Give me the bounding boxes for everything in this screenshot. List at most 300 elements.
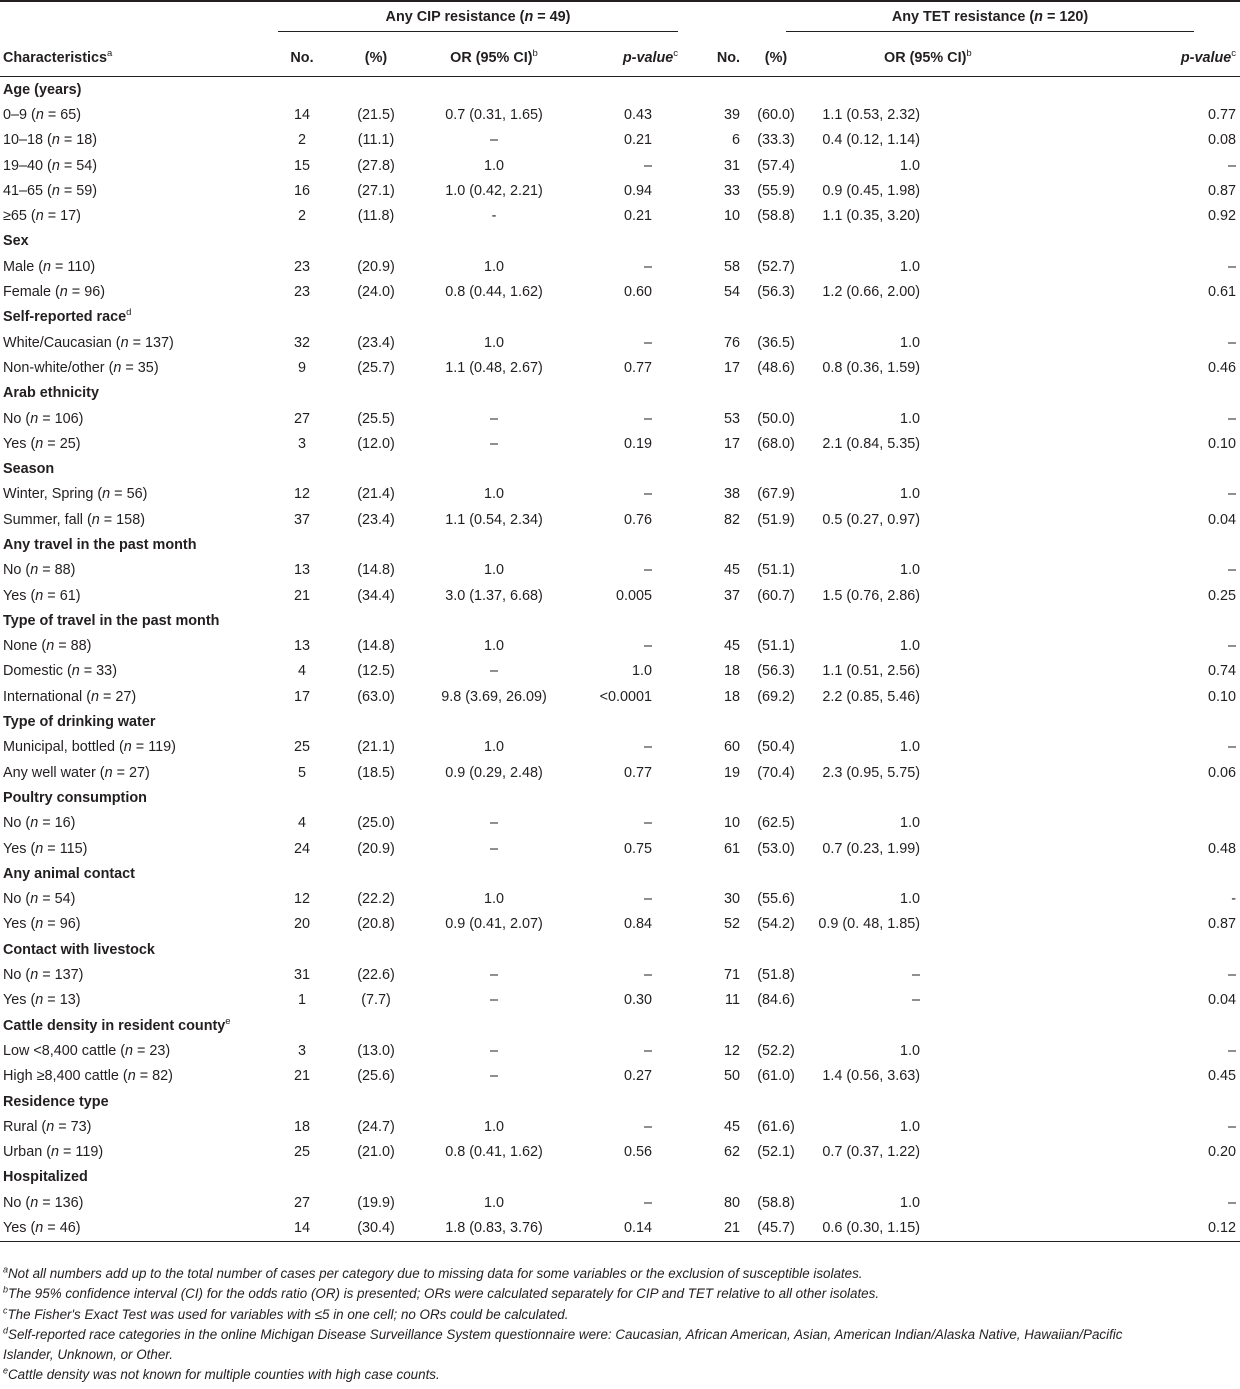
tet-p-value: 0.25 (1207, 587, 1236, 604)
cip-percent: (19.9) (357, 1194, 395, 1211)
spacer (920, 887, 1074, 912)
tet-group-underline: Any TET resistance (n = 120) (786, 9, 1194, 32)
tet-p-value: – (1227, 1194, 1236, 1211)
row-label: Domestic (n = 33) (3, 663, 117, 680)
cip-p-value: – (643, 410, 652, 427)
cip-percent: (14.8) (357, 638, 395, 655)
tet-count: 21 (684, 1215, 740, 1241)
cip-p-value: – (643, 1194, 652, 1211)
section-title: Hospitalized (3, 1169, 88, 1186)
cip-p-value: – (643, 815, 652, 832)
cip-odds-ratio: 3.0 (1.37, 6.68) (445, 587, 543, 604)
tet-percent: (52.7) (757, 258, 795, 275)
cip-odds-ratio: 1.0 (483, 1194, 504, 1211)
tet-count: 52 (723, 916, 740, 933)
row-label: Yes (n = 96) (3, 916, 81, 933)
cip-count: 14 (293, 106, 310, 123)
cip-p-value: 0.43 (623, 106, 652, 123)
tet-odds-ratio: 1.1 (0.51, 2.56) (822, 663, 920, 680)
tet-count: 37 (723, 587, 740, 604)
cip-odds-ratio: 1.0 (483, 739, 504, 756)
footnote-mark: d (3, 1325, 9, 1336)
spacer (920, 836, 1074, 861)
tet-odds-ratio: 2.2 (0.85, 5.46) (822, 688, 920, 705)
section-row (0, 77, 1240, 103)
spacer (920, 330, 1074, 355)
cip-p-value: 0.21 (623, 132, 652, 149)
table-row (0, 406, 1240, 431)
cip-odds-ratio: 1.1 (0.48, 2.67) (445, 359, 543, 376)
cip-p-value: 0.56 (623, 1144, 652, 1161)
cip-count: 32 (293, 334, 310, 351)
tet-count: 61 (723, 840, 740, 857)
spacer (920, 1114, 1074, 1139)
cip-odds-ratio: – (489, 1042, 498, 1059)
cip-p-value: 0.60 (623, 284, 652, 301)
spacer (920, 507, 1074, 532)
footnote-text: Cattle density was not known for multiple counties with high case counts. (8, 1367, 440, 1383)
table-row (0, 1139, 1240, 1164)
tet-odds-ratio: 1.0 (899, 739, 920, 756)
cip-p-value: 1.0 (631, 663, 652, 680)
cip-percent: (18.5) (357, 764, 395, 781)
row-label: No (n = 106) (3, 410, 84, 427)
section-row (0, 229, 1240, 254)
spacer (920, 406, 1074, 431)
tet-p-value: 0.04 (1207, 992, 1236, 1009)
col-header-cip-or: OR (95% CI)$^b$ (420, 39, 568, 77)
tet-count: 76 (723, 334, 740, 351)
tet-percent: (36.5) (757, 334, 795, 351)
cip-count: 16 (293, 182, 310, 199)
row-label: Summer, fall (n = 158) (3, 511, 145, 528)
footnote-mark: e (3, 1366, 9, 1377)
row-label: Yes (n = 46) (0, 1215, 272, 1241)
tet-percent: (53.0) (757, 840, 795, 857)
section-title: Any travel in the past month (3, 536, 197, 553)
section-row (0, 456, 1240, 481)
row-label: No (n = 136) (3, 1194, 84, 1211)
cip-count: 4 (297, 663, 306, 680)
table-row (0, 355, 1240, 380)
tet-count: 19 (723, 764, 740, 781)
section-row (0, 1165, 1240, 1190)
spacer (920, 482, 1074, 507)
cip-p-value: 0.21 (623, 208, 652, 225)
cip-count: 3 (297, 435, 306, 452)
table-row (0, 1114, 1240, 1139)
tet-percent: (51.1) (757, 638, 795, 655)
cip-p-value: – (643, 334, 652, 351)
cip-odds-ratio: 1.0 (483, 1118, 504, 1135)
cip-odds-ratio: 0.8 (0.41, 1.62) (445, 1144, 543, 1161)
table-row (0, 684, 1240, 709)
cip-count: 23 (293, 258, 310, 275)
cip-percent: (24.0) (357, 284, 395, 301)
tet-odds-ratio: 1.0 (899, 410, 920, 427)
tet-count: 31 (723, 157, 740, 174)
spacer (920, 811, 1074, 836)
table-row (0, 659, 1240, 684)
cip-odds-ratio: – (489, 815, 498, 832)
tet-odds-ratio: 0.9 (0. 48, 1.85) (818, 916, 920, 933)
cip-count: 24 (293, 840, 310, 857)
cip-count: 25 (293, 739, 310, 756)
tet-percent: (60.0) (757, 106, 795, 123)
cip-percent: (25.5) (357, 410, 395, 427)
cip-odds-ratio: 1.0 (483, 891, 504, 908)
tet-odds-ratio: 0.7 (0.23, 1.99) (822, 840, 920, 857)
tet-count: 45 (723, 1118, 740, 1135)
row-label: Yes (n = 61) (3, 587, 81, 604)
table-row (0, 811, 1240, 836)
tet-count: 80 (723, 1194, 740, 1211)
table-body (0, 77, 1240, 1242)
spacer (920, 634, 1074, 659)
cip-percent: (22.6) (357, 967, 395, 984)
row-label: No (n = 88) (3, 562, 76, 579)
tet-percent: (60.7) (757, 587, 795, 604)
table-row (0, 203, 1240, 228)
tet-p-value: 0.77 (1207, 106, 1236, 123)
section-row (0, 305, 1240, 330)
cip-percent: (24.7) (357, 1118, 395, 1135)
spacer (920, 962, 1074, 987)
cip-percent: (20.8) (357, 916, 395, 933)
table-row (0, 330, 1240, 355)
cip-p-value: <0.0001 (599, 688, 652, 705)
section-title: Contact with livestock (3, 941, 155, 958)
footnote-mark: c (3, 1305, 8, 1316)
tet-p-value: 0.74 (1207, 663, 1236, 680)
spacer (920, 558, 1074, 583)
spacer (920, 1190, 1074, 1215)
cip-percent: (21.1) (357, 739, 395, 756)
tet-odds-ratio: 0.5 (0.27, 0.97) (822, 511, 920, 528)
cip-count: 2 (297, 132, 306, 149)
cip-odds-ratio: 0.9 (0.41, 2.07) (445, 916, 543, 933)
cip-odds-ratio: – (489, 132, 498, 149)
section-row (0, 861, 1240, 886)
tet-odds-ratio: 1.0 (899, 815, 920, 832)
cip-count: 15 (293, 157, 310, 174)
tet-p-value: 0.10 (1207, 688, 1236, 705)
cip-odds-ratio: 9.8 (3.69, 26.09) (441, 688, 547, 705)
tet-odds-ratio: 1.0 (899, 1194, 920, 1211)
cip-count: 13 (293, 638, 310, 655)
table-row (0, 431, 1240, 456)
row-label: No (n = 54) (3, 891, 76, 908)
row-label: Non-white/other (n = 35) (3, 359, 159, 376)
tet-p-value: 0.87 (1207, 182, 1236, 199)
tet-count: 45 (723, 638, 740, 655)
spacer (920, 735, 1074, 760)
tet-odds-ratio: 1.1 (0.35, 3.20) (822, 208, 920, 225)
tet-p-value: – (1227, 157, 1236, 174)
tet-odds-ratio: 0.6 (0.30, 1.15) (812, 1215, 920, 1241)
tet-p-value: – (1227, 486, 1236, 503)
tet-percent: (61.6) (757, 1118, 795, 1135)
tet-percent: (69.2) (757, 688, 795, 705)
tet-p-value: – (1227, 258, 1236, 275)
cip-odds-ratio: – (489, 435, 498, 452)
row-label: 10–18 (n = 18) (3, 132, 98, 149)
tet-p-value: – (1227, 334, 1236, 351)
cip-percent: (12.5) (357, 663, 395, 680)
footnote-mark: a (3, 1264, 9, 1275)
section-title: Cattle density in resident county$^e$ (3, 1015, 231, 1034)
tet-percent: (58.8) (757, 1194, 795, 1211)
tet-odds-ratio: 1.0 (899, 562, 920, 579)
cip-percent: (34.4) (357, 587, 395, 604)
row-label: Yes (n = 25) (3, 435, 81, 452)
cip-odds-ratio: 0.9 (0.29, 2.48) (445, 764, 543, 781)
cip-p-value: – (643, 562, 652, 579)
cip-p-value: – (643, 1118, 652, 1135)
footnote (3, 1305, 1139, 1325)
tet-odds-ratio: 2.1 (0.84, 5.35) (822, 435, 920, 452)
tet-percent: (55.6) (757, 891, 795, 908)
section-title: Self-reported race$^d$ (3, 307, 132, 326)
cip-odds-ratio: – (489, 410, 498, 427)
footnote (3, 1264, 1139, 1284)
section-title: Any animal contact (3, 865, 135, 882)
spacer (920, 279, 1074, 304)
tet-odds-ratio: 0.9 (0.45, 1.98) (822, 182, 920, 199)
footnote-mark: b (3, 1284, 9, 1295)
tet-odds-ratio: 1.0 (899, 1042, 920, 1059)
row-label: None (n = 88) (3, 638, 92, 655)
tet-p-value: 0.12 (1074, 1215, 1240, 1241)
row-label: ≥65 (n = 17) (3, 208, 81, 225)
spacer (920, 254, 1074, 279)
spacer (920, 684, 1074, 709)
cip-odds-ratio: 1.0 (483, 258, 504, 275)
footnotes (3, 1264, 1139, 1386)
cip-p-value: 0.005 (615, 587, 652, 604)
spacer (920, 659, 1074, 684)
cip-percent: (13.0) (357, 1042, 395, 1059)
row-label: High ≥8,400 cattle (n = 82) (3, 1068, 173, 1085)
row-label: Any well water (n = 27) (3, 764, 150, 781)
col-header-tet-p: p-value$^c$ (1074, 39, 1240, 77)
table-row (0, 128, 1240, 153)
table-row (0, 102, 1240, 127)
tet-percent: (56.3) (757, 663, 795, 680)
tet-percent: (51.8) (757, 967, 795, 984)
tet-count: 17 (723, 435, 740, 452)
tet-odds-ratio: 1.4 (0.56, 3.63) (822, 1068, 920, 1085)
tet-count: 53 (723, 410, 740, 427)
table-row (0, 836, 1240, 861)
cip-percent: (21.5) (357, 106, 395, 123)
section-row (0, 937, 1240, 962)
tet-percent: (62.5) (757, 815, 795, 832)
tet-count: 11 (725, 992, 740, 1009)
tet-odds-ratio: 1.0 (899, 891, 920, 908)
cip-p-value: 0.14 (568, 1215, 684, 1241)
row-label: 0–9 (n = 65) (3, 106, 82, 123)
cip-odds-ratio: 1.0 (483, 638, 504, 655)
row-label: Municipal, bottled (n = 119) (3, 739, 176, 756)
cip-percent: (25.7) (357, 359, 395, 376)
tet-percent: (50.0) (757, 410, 795, 427)
section-row (0, 608, 1240, 633)
column-header-row (0, 39, 1240, 77)
footnote-text: The Fisher's Exact Test was used for variables with ≤5 in one cell; no ORs could be calculated. (7, 1306, 569, 1322)
tet-percent: (45.7) (740, 1215, 812, 1241)
section-title: Residence type (3, 1093, 109, 1110)
tet-count: 18 (723, 688, 740, 705)
section-row (0, 381, 1240, 406)
tet-percent: (48.6) (757, 359, 795, 376)
cip-count: 5 (297, 764, 306, 781)
row-label: Low <8,400 cattle (n = 23) (3, 1042, 171, 1059)
spacer (920, 203, 1074, 228)
cip-percent: (27.1) (357, 182, 395, 199)
cip-p-value: 0.30 (623, 992, 652, 1009)
tet-odds-ratio: 1.0 (899, 334, 920, 351)
cip-p-value: 0.94 (623, 182, 652, 199)
spacer (920, 355, 1074, 380)
table-row (0, 1038, 1240, 1063)
section-row (0, 785, 1240, 810)
table-row (0, 962, 1240, 987)
cip-group-underline: Any CIP resistance (n = 49) (278, 9, 678, 32)
spacer (920, 102, 1074, 127)
tet-count: 71 (723, 967, 740, 984)
cip-odds-ratio: 1.0 (483, 157, 504, 174)
tet-percent: (51.1) (757, 562, 795, 579)
cip-count: 12 (293, 891, 310, 908)
cip-odds-ratio: – (489, 840, 498, 857)
tet-p-value: 0.87 (1207, 916, 1236, 933)
row-label: Rural (n = 73) (3, 1118, 92, 1135)
row-label: Male (n = 110) (3, 258, 96, 275)
cip-p-value: – (643, 891, 652, 908)
tet-count: 10 (723, 208, 740, 225)
tet-p-value: – (1227, 562, 1236, 579)
cip-percent: (14.8) (357, 562, 395, 579)
spacer (920, 128, 1074, 153)
section-title: Season (3, 461, 55, 478)
cip-odds-ratio: – (489, 1068, 498, 1085)
spacer (920, 912, 1074, 937)
tet-odds-ratio: 1.0 (899, 638, 920, 655)
tet-percent: (57.4) (757, 157, 795, 174)
cip-odds-ratio: 1.0 (483, 334, 504, 351)
cip-p-value: 0.77 (623, 359, 652, 376)
table-row (0, 634, 1240, 659)
section-title: Type of travel in the past month (3, 612, 220, 629)
tet-p-value: 0.04 (1207, 511, 1236, 528)
cip-p-value: – (643, 157, 652, 174)
row-label: White/Caucasian (n = 137) (3, 334, 174, 351)
col-header-tet-no: No. (684, 39, 740, 77)
col-header-cip-p: p-value$^c$ (568, 39, 684, 77)
tet-p-value: 0.10 (1207, 435, 1236, 452)
tet-odds-ratio: 1.0 (899, 486, 920, 503)
cip-percent: (23.4) (357, 511, 395, 528)
footnote (3, 1325, 1139, 1366)
table-row (0, 558, 1240, 583)
group-header-row (0, 1, 1240, 39)
cip-count: 12 (293, 486, 310, 503)
table-row (0, 735, 1240, 760)
tet-count: 30 (723, 891, 740, 908)
spacer (920, 760, 1074, 785)
tet-p-value: – (1227, 1042, 1236, 1059)
table-row (0, 887, 1240, 912)
section-title: Sex (3, 233, 29, 250)
tet-count: 82 (723, 511, 740, 528)
row-label: 41–65 (n = 59) (3, 182, 98, 199)
footnote-text: Self-reported race categories in the online Michigan Disease Surveillance System questionnaire were: Caucasian, African American, Asian, American Indian/Alaska Native, Hawaiian/Pacific Islander, Unknown, or Other. (3, 1326, 1123, 1363)
spacer (920, 988, 1074, 1013)
tet-count: 39 (723, 106, 740, 123)
table-row (0, 1064, 1240, 1089)
footnote-mark: e (225, 1015, 231, 1027)
tet-percent: (61.0) (757, 1068, 795, 1085)
cip-percent: (7.7) (361, 992, 391, 1009)
cip-percent: (23.4) (357, 334, 395, 351)
cip-percent: (12.0) (357, 435, 395, 452)
tet-p-value: 0.46 (1207, 359, 1236, 376)
tet-p-value: – (1227, 967, 1236, 984)
cip-odds-ratio: 0.7 (0.31, 1.65) (445, 106, 543, 123)
table-row (0, 912, 1240, 937)
tet-count: 38 (723, 486, 740, 503)
tet-percent: (51.9) (757, 511, 795, 528)
tet-percent: (54.2) (757, 916, 795, 933)
cip-odds-ratio: 0.8 (0.44, 1.62) (445, 284, 543, 301)
tet-p-value: – (1227, 739, 1236, 756)
tet-odds-ratio: 1.2 (0.66, 2.00) (822, 284, 920, 301)
tet-count: 33 (723, 182, 740, 199)
cip-count: 21 (293, 587, 310, 604)
cip-percent: (20.9) (357, 258, 395, 275)
table-row (0, 507, 1240, 532)
tet-count: 54 (723, 284, 740, 301)
cip-p-value: 0.75 (623, 840, 652, 857)
tet-odds-ratio: 1.0 (899, 157, 920, 174)
row-label: No (n = 137) (3, 967, 84, 984)
section-row (0, 709, 1240, 734)
spacer (920, 1038, 1074, 1063)
table-row (0, 254, 1240, 279)
col-header-characteristics: Characteristics$^a$ (0, 39, 272, 77)
cip-p-value: – (643, 967, 652, 984)
cip-count: 9 (297, 359, 306, 376)
cip-count: 27 (293, 410, 310, 427)
cip-percent: (27.8) (357, 157, 395, 174)
cip-odds-ratio: 1.0 (483, 562, 504, 579)
row-label: Winter, Spring (n = 56) (3, 486, 148, 503)
footnote (3, 1365, 1139, 1385)
cip-p-value: 0.76 (623, 511, 652, 528)
table-row (0, 1215, 1240, 1241)
cip-count: 4 (297, 815, 306, 832)
cip-percent: (22.2) (357, 891, 395, 908)
section-title: Arab ethnicity (3, 385, 99, 402)
section-row (0, 1089, 1240, 1114)
footnote-text: Not all numbers add up to the total number of cases per category due to missing data for some variables or the exclusion of susceptible isolates. (8, 1266, 863, 1281)
cip-p-value: – (643, 258, 652, 275)
tet-percent: (70.4) (757, 764, 795, 781)
cip-percent: (11.8) (357, 208, 395, 225)
cip-count: 31 (293, 967, 310, 984)
section-title: Age (years) (3, 81, 82, 98)
